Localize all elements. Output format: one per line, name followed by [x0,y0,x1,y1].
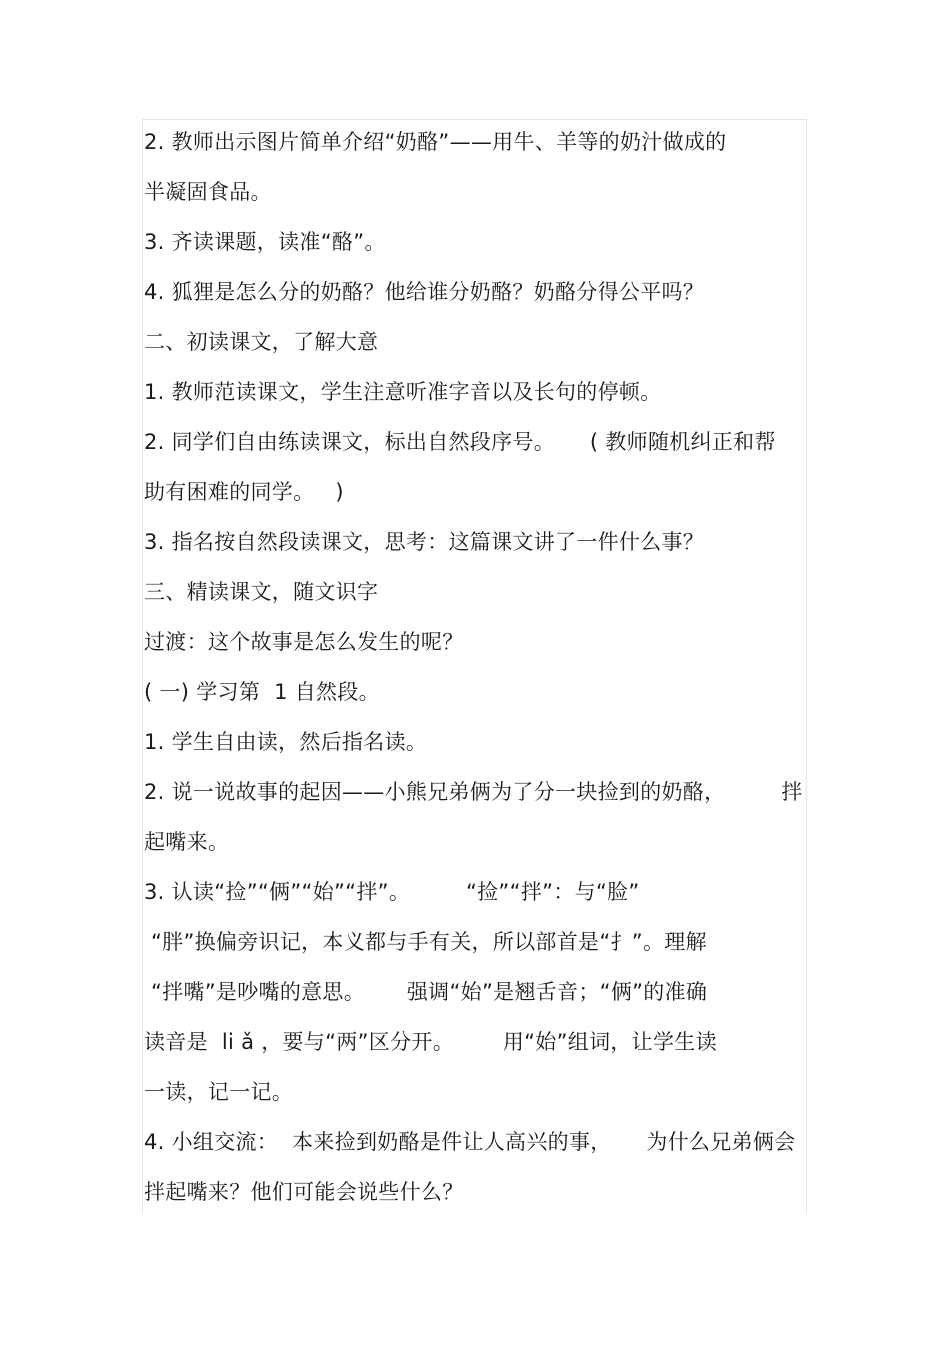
text-line: 2. 教师出示图片简单介绍“奶酪”——用牛、羊等的奶汁做成的 [144,130,727,154]
text-line: 1. 教师范读课文，学生注意听准字音以及长句的停顿。 [144,380,662,404]
document-body [144,122,806,1222]
text-line: 2. 说一说故事的起因——小熊兄弟俩为了分一块捡到的奶酪， 拌 [144,780,803,804]
text-line: 4. 小组交流： 本来捡到奶酪是件让人高兴的事， 为什么兄弟俩会 [144,1130,796,1154]
text-line: “胖”换偏旁识记，本义都与手有关，所以部首是“扌”。理解 [144,930,707,954]
text-line: 3. 指名按自然段读课文，思考：这篇课文讲了一件什么事？ [144,530,705,554]
text-line: 过渡：这个故事是怎么发生的呢？ [144,630,464,654]
text-line: “拌嘴”是吵嘴的意思。 强调“始”是翘舌音；“俩”的准确 [144,980,708,1004]
text-line: 1. 学生自由读，然后指名读。 [144,730,428,754]
section-heading: 三、精读课文，随文识字 [144,580,379,604]
text-line: 助有困难的同学。 ) [144,480,344,504]
text-line: 拌起嘴来？他们可能会说些什么？ [144,1180,464,1204]
text-line: 2. 同学们自由练读课文，标出自然段序号。 ( 教师随机纠正和帮 [144,430,776,454]
text-line: 一读，记一记。 [144,1080,294,1104]
text-line: 4. 狐狸是怎么分的奶酪？他给谁分奶酪？奶酪分得公平吗？ [144,280,705,304]
text-line: 3. 齐读课题，读准“酪”。 [144,230,386,254]
text-line: 读音是 li ǎ ，要与“两”区分开。 用“始”组词，让学生读 [144,1030,717,1054]
text-line: 半凝固食品。 [144,180,272,204]
section-heading: 二、初读课文，了解大意 [144,330,379,354]
text-line: 3. 认读“捡”“俩”“始”“拌”。 “捡”“拌”：与“脸” [144,880,640,904]
text-line: 起嘴来。 [144,830,230,854]
subsection-heading: ( 一) 学习第 1 自然段。 [144,680,380,704]
